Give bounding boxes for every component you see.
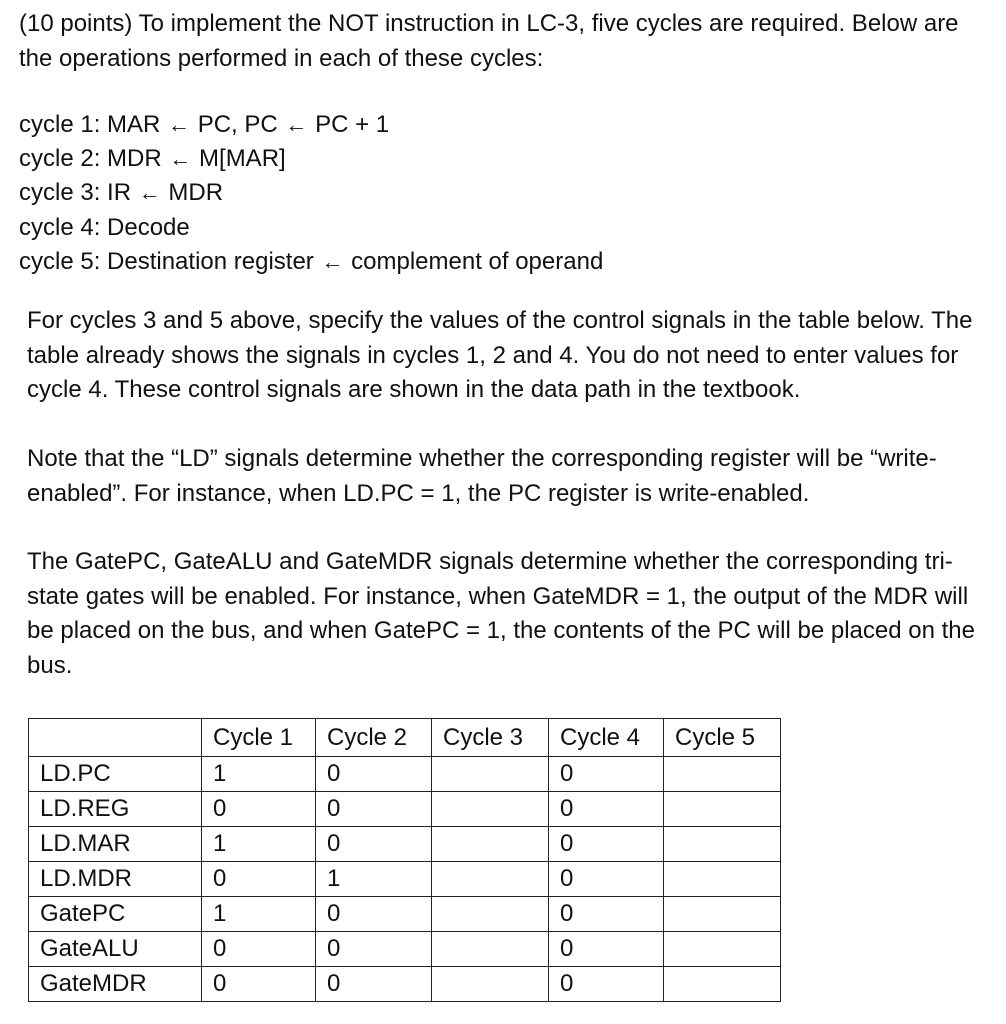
- cycle-5-answer-cell[interactable]: [664, 967, 781, 1002]
- cycle-list: [19, 108, 603, 279]
- cycle-4-value: 0: [549, 827, 664, 862]
- cycle-2-op: M[MAR]: [192, 145, 286, 173]
- control-signals-table: [28, 718, 781, 1002]
- cycle-2-value: 0: [316, 827, 432, 862]
- cycle-4-value: 0: [549, 792, 664, 827]
- cycle-3-answer-cell[interactable]: [432, 792, 549, 827]
- cycle-3-answer-cell[interactable]: [432, 932, 549, 967]
- cycle-5-answer-cell[interactable]: [664, 792, 781, 827]
- cycle-3-answer-cell[interactable]: [432, 897, 549, 932]
- cycle-3-op: MDR: [161, 179, 224, 207]
- cycle-3-line: [19, 176, 603, 210]
- left-arrow-icon: ←: [168, 112, 191, 137]
- cycle-5-answer-cell[interactable]: [664, 827, 781, 862]
- cycle-2-value: 1: [316, 862, 432, 897]
- table-row: [29, 897, 781, 932]
- signal-name: GatePC: [29, 897, 202, 932]
- cycle-4-value: 0: [549, 967, 664, 1002]
- cycle-5-answer-cell[interactable]: [664, 757, 781, 792]
- cycle-3-label: cycle 3: IR: [19, 179, 132, 207]
- cycle-2-value: 0: [316, 967, 432, 1002]
- signal-name: GateMDR: [29, 967, 202, 1002]
- gate-signals-note: The GatePC, GateALU and GateMDR signals determine whether the corresponding tri-state gates will be enabled. For instance, when GateMDR = 1, the output of the MDR will be placed on the bus, and when GatePC = 1, the contents of the PC will be placed on the bus.: [27, 548, 975, 679]
- signal-name: LD.REG: [29, 792, 202, 827]
- table-row: [29, 792, 781, 827]
- cycle-5-label: cycle 5: Destination register: [19, 247, 314, 275]
- cycle-3-answer-cell[interactable]: [432, 757, 549, 792]
- table-row: [29, 967, 781, 1002]
- cycle-5-line: [19, 245, 603, 279]
- cycle-1-label: cycle 1: MAR: [19, 111, 161, 138]
- cycle-5-answer-cell[interactable]: [664, 932, 781, 967]
- cycle-1-op: PC, PC: [191, 111, 285, 138]
- cycle-4-value: 0: [549, 897, 664, 932]
- left-arrow-icon: ←: [169, 146, 192, 172]
- cycle-5-answer-cell[interactable]: [664, 897, 781, 932]
- cycle-3-answer-cell[interactable]: [432, 827, 549, 862]
- cycle-3-answer-cell[interactable]: [432, 967, 549, 1002]
- signal-name: LD.MDR: [29, 862, 202, 897]
- table-row: [29, 932, 781, 967]
- cycle-1-value: 0: [202, 932, 316, 967]
- cycle-3-answer-cell[interactable]: [432, 862, 549, 897]
- cycle-1-op2: PC + 1: [308, 111, 390, 138]
- table-row: [29, 862, 781, 897]
- question-intro: (10 points) To implement the NOT instruction in LC-3, five cycles are required. Below are the operations performed in each of these cycles:: [19, 10, 959, 72]
- header-cycle-2: Cycle 2: [316, 719, 432, 757]
- cycle-4-value: 0: [549, 932, 664, 967]
- left-arrow-icon: ←: [285, 112, 308, 137]
- signal-name: GateALU: [29, 932, 202, 967]
- header-cycle-3: Cycle 3: [432, 719, 549, 757]
- header-cycle-5: Cycle 5: [664, 719, 781, 757]
- cycle-5-op: complement of operand: [344, 247, 604, 275]
- cycle-1-value: 0: [202, 967, 316, 1002]
- ld-signals-note: Note that the “LD” signals determine whether the corresponding register will be “write-enabled”. For instance, when LD.PC = 1, the PC register is write-enabled.: [27, 445, 937, 507]
- cycle-2-value: 0: [316, 897, 432, 932]
- cycle-2-value: 0: [316, 757, 432, 792]
- table-row: [29, 757, 781, 792]
- cycle-4-value: 0: [549, 862, 664, 897]
- cycle-4-value: 0: [549, 757, 664, 792]
- header-cycle-4: Cycle 4: [549, 719, 664, 757]
- instructions-paragraph: For cycles 3 and 5 above, specify the values of the control signals in the table below. The table already shows the signals in cycles 1, 2 and 4. You do not need to enter values for cycle 4. These control signals are shown in the data path in the textbook.: [27, 307, 973, 403]
- cycle-2-value: 0: [316, 932, 432, 967]
- left-arrow-icon: ←: [321, 248, 344, 274]
- cycle-1-value: 1: [202, 897, 316, 932]
- signal-name: LD.PC: [29, 757, 202, 792]
- signal-name: LD.MAR: [29, 827, 202, 862]
- header-cycle-1: Cycle 1: [202, 719, 316, 757]
- left-arrow-icon: ←: [138, 180, 161, 206]
- cycle-2-label: cycle 2: MDR: [19, 145, 162, 173]
- cycle-1-value: 0: [202, 862, 316, 897]
- cycle-4-line: [19, 211, 603, 245]
- cycle-1-value: 1: [202, 757, 316, 792]
- table-header-row: [29, 719, 781, 757]
- cycle-1-value: 0: [202, 792, 316, 827]
- header-blank: [29, 719, 202, 757]
- cycle-4-label: cycle 4: Decode: [19, 213, 190, 241]
- cycle-5-answer-cell[interactable]: [664, 862, 781, 897]
- cycle-1-line: [19, 108, 603, 142]
- cycle-1-value: 1: [202, 827, 316, 862]
- table-row: [29, 827, 781, 862]
- cycle-2-line: [19, 142, 603, 176]
- cycle-2-value: 0: [316, 792, 432, 827]
